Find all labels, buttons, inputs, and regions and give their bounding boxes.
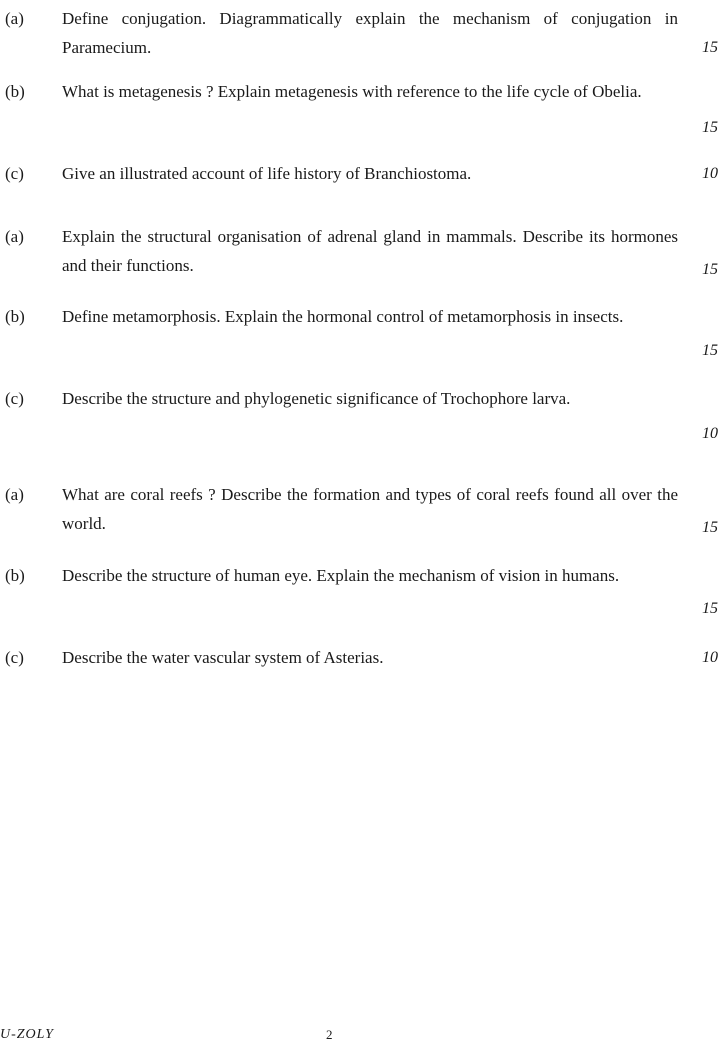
question-text: Describe the water vascular system of Asterias. (62, 648, 384, 667)
question-marks: 15 (702, 39, 718, 56)
question-text: Describe the structure of human eye. Explain the mechanism of vision in humans. (62, 566, 620, 585)
question-letter: (c) (5, 648, 24, 667)
question-text: What is metagenesis ? Explain metagenesis with reference to the life cycle of Obelia. (62, 82, 642, 101)
question-letter: (b) (5, 307, 25, 326)
question-letter: (c) (5, 164, 24, 183)
question-letter: (a) (5, 227, 24, 246)
question-letter: (a) (5, 9, 24, 28)
question-marks: 15 (702, 342, 718, 359)
question-text: Describe the structure and phylogenetic significance of Trochophore larva. (62, 389, 571, 408)
question-text: Define conjugation. Diagrammatically explain the mechanism of conjugation in Paramecium. (62, 9, 678, 57)
question-letter: (a) (5, 485, 24, 504)
question-marks: 10 (702, 649, 718, 666)
question-marks: 15 (702, 261, 718, 278)
question-marks: 10 (702, 425, 718, 442)
question-marks: 15 (702, 119, 718, 136)
question-marks: 15 (702, 600, 718, 617)
paper-code: U-ZOLY (0, 1027, 54, 1042)
question-marks: 10 (702, 165, 718, 182)
question-letter: (b) (5, 82, 25, 101)
question-text: Explain the structural organisation of adrenal gland in mammals. Describe its hormones and their functions. (62, 227, 678, 275)
question-text: Define metamorphosis. Explain the hormonal control of metamorphosis in insects. (62, 307, 624, 326)
page-number: 2 (326, 1027, 333, 1042)
question-letter: (b) (5, 566, 25, 585)
question-text: What are coral reefs ? Describe the formation and types of coral reefs found all over the world. (62, 485, 678, 533)
question-text: Give an illustrated account of life history of Branchiostoma. (62, 164, 472, 183)
question-marks: 15 (702, 519, 718, 536)
question-letter: (c) (5, 389, 24, 408)
